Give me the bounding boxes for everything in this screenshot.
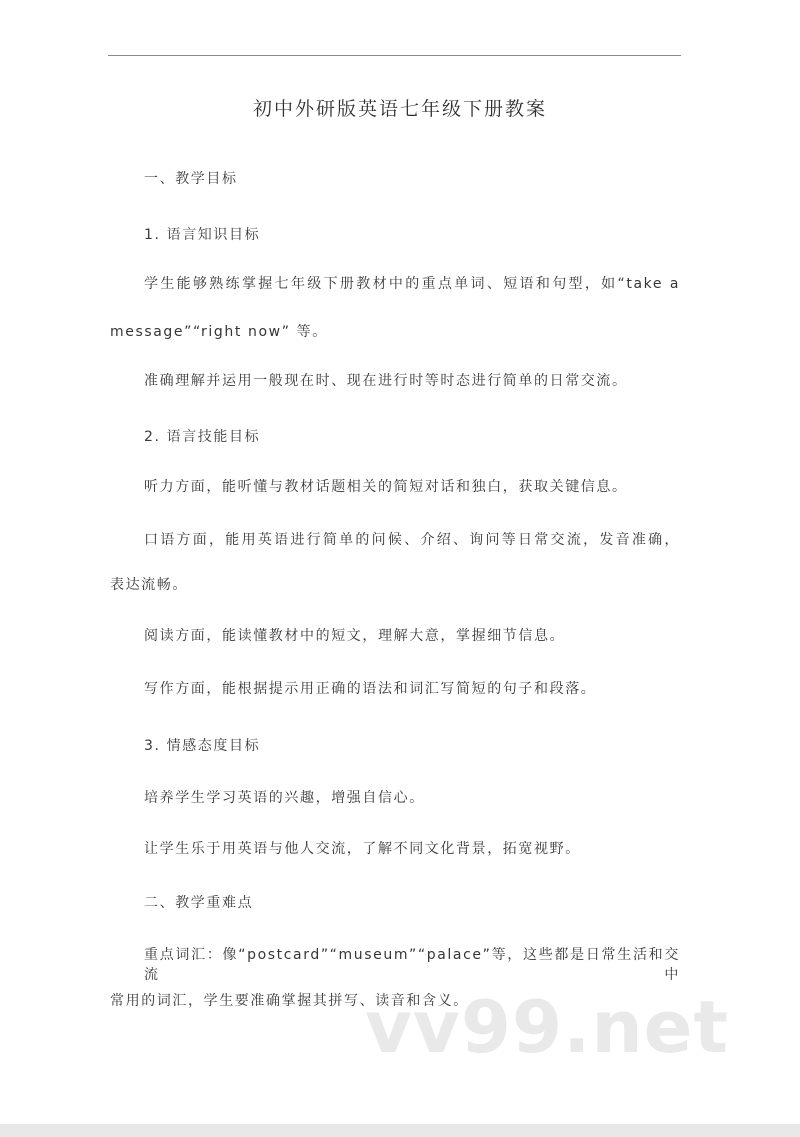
paragraph-line: 重点词汇：像“postcard”“museum”“palace”等，这些都是日常生活和交流中 bbox=[144, 947, 680, 983]
paragraph-line: 让学生乐于用英语与他人交流，了解不同文化背景，拓宽视野。 bbox=[144, 841, 581, 857]
subheading-skills: 2. 语言技能目标 bbox=[144, 429, 261, 445]
page-bottom-edge bbox=[0, 1124, 800, 1137]
document-title: 初中外研版英语七年级下册教案 bbox=[252, 98, 547, 120]
paragraph-line: 听力方面，能听懂与教材话题相关的简短对话和独白，获取关键信息。 bbox=[144, 479, 628, 495]
paragraph-line: 学生能够熟练掌握七年级下册教材中的重点单词、短语和句型，如“take a bbox=[144, 276, 680, 292]
watermark: vv99.net bbox=[365, 985, 729, 1069]
section-heading-objectives: 一、教学目标 bbox=[144, 171, 238, 187]
paragraph-line: 常用的词汇，学生要准确掌握其拼写、读音和含义。 bbox=[110, 993, 469, 1009]
paragraph-line: 表达流畅。 bbox=[110, 577, 188, 593]
subheading-knowledge: 1. 语言知识目标 bbox=[144, 227, 261, 243]
paragraph-line: 阅读方面，能读懂教材中的短文，理解大意，掌握细节信息。 bbox=[144, 628, 566, 644]
subheading-attitude: 3. 情感态度目标 bbox=[144, 738, 261, 754]
paragraph-line: message”“right now” 等。 bbox=[110, 324, 328, 340]
paragraph-line: 写作方面，能根据提示用正确的语法和词汇写简短的句子和段落。 bbox=[144, 681, 597, 697]
paragraph-line: 准确理解并运用一般现在时、现在进行时等时态进行简单的日常交流。 bbox=[144, 373, 628, 389]
paragraph-line: 口语方面，能用英语进行简单的问候、介绍、询问等日常交流，发音准确， bbox=[144, 532, 680, 548]
paragraph-line: 培养学生学习英语的兴趣，增强自信心。 bbox=[144, 790, 425, 806]
section-heading-key-points: 二、教学重难点 bbox=[144, 895, 254, 911]
header-rule bbox=[108, 55, 681, 56]
